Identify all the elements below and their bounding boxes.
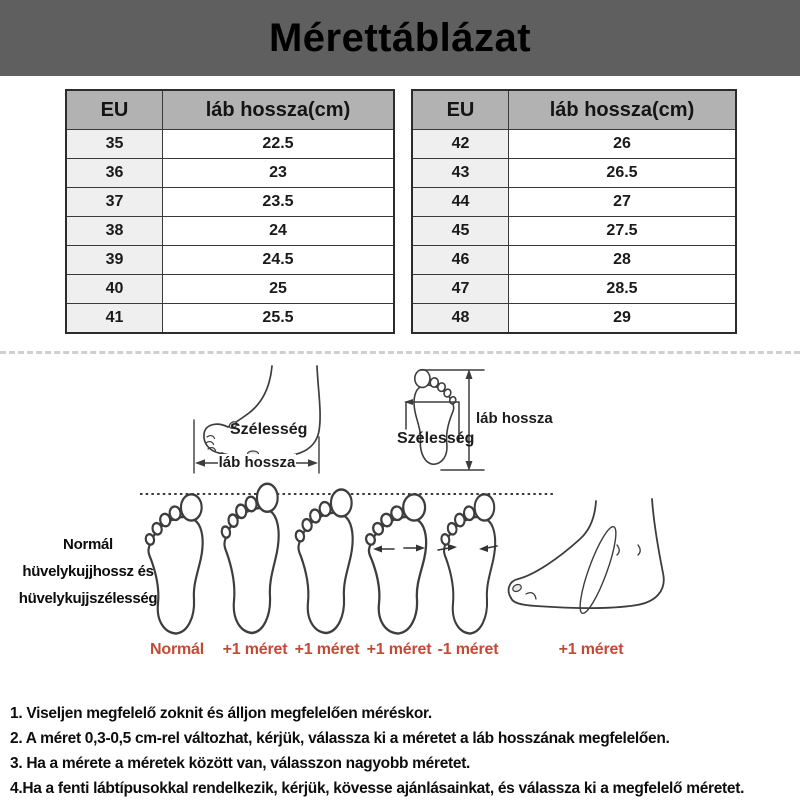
foot-length: 24.5 <box>163 246 395 275</box>
dashed-divider <box>0 351 800 354</box>
high-instep-foot-drawing <box>509 499 664 616</box>
foot-length: 29 <box>509 304 737 334</box>
foot-type-narrow <box>438 494 497 633</box>
eu-size: 37 <box>66 188 163 217</box>
foot-length: 25.5 <box>163 304 395 334</box>
eu-size: 47 <box>412 275 509 304</box>
column-header-eu: EU <box>66 90 163 130</box>
table-row <box>66 275 394 304</box>
eu-size: 36 <box>66 159 163 188</box>
foot-length: 28.5 <box>509 275 737 304</box>
instructions <box>10 701 800 800</box>
column-header-foot-length: láb hossza(cm) <box>509 90 737 130</box>
width-label-side-view: Szélesség <box>230 421 308 438</box>
table-row <box>66 217 394 246</box>
normal-toe-note-line: hüvelykujjhossz és <box>22 563 154 580</box>
size-table-right <box>411 89 737 334</box>
eu-size: 46 <box>412 246 509 275</box>
foot-length: 24 <box>163 217 395 246</box>
foot-caption-minus1: -1 méret <box>437 641 499 658</box>
table-row <box>412 217 736 246</box>
eu-size: 40 <box>66 275 163 304</box>
column-header-eu: EU <box>412 90 509 130</box>
table-row <box>412 304 736 334</box>
table-header-row <box>66 90 394 130</box>
normal-toe-note <box>8 531 168 612</box>
page-title: Mérettáblázat <box>268 15 532 60</box>
eu-size: 39 <box>66 246 163 275</box>
eu-size: 48 <box>412 304 509 334</box>
eu-size: 41 <box>66 304 163 334</box>
instruction-line-3: 3. Ha a mérete a méretek között van, válasszon nagyobb méretet. <box>10 755 471 772</box>
table-row <box>412 159 736 188</box>
foot-type-wide <box>365 494 426 633</box>
foot-length: 26.5 <box>509 159 737 188</box>
foot-length: 22.5 <box>163 130 395 159</box>
eu-size: 35 <box>66 130 163 159</box>
table-row <box>412 130 736 159</box>
foot-length: 23 <box>163 159 395 188</box>
eu-size: 43 <box>412 159 509 188</box>
size-table-left <box>65 89 395 334</box>
foot-length: 26 <box>509 130 737 159</box>
foot-caption-plus1: +1 méret <box>366 641 432 658</box>
instruction-line-4: 4.Ha a fenti lábtípusokkal rendelkezik, kérjük, kövesse ajánlásainkat, és válassza ki a megfelelő méretet. <box>10 780 745 797</box>
instruction-line-2: 2. A méret 0,3-0,5 cm-rel változhat, kérjük, válassza ki a méretet a láb hosszának megfelelően. <box>10 730 670 747</box>
table-header-row <box>412 90 736 130</box>
instruction-line-1: 1. Viseljen megfelelő zoknit és álljon megfelelően méréskor. <box>10 705 432 722</box>
normal-toe-note-line: hüvelykujjszélesség <box>18 590 158 607</box>
foot-length: 28 <box>509 246 737 275</box>
foot-length: 27 <box>509 188 737 217</box>
table-row <box>412 188 736 217</box>
foot-caption-plus1: +1 méret <box>558 641 624 658</box>
eu-size: 44 <box>412 188 509 217</box>
title-banner <box>0 0 800 76</box>
foot-caption-plus1: +1 méret <box>294 641 360 658</box>
foot-diagrams-illustration <box>0 355 800 685</box>
length-label-side-view: láb hossza <box>218 454 296 471</box>
length-label-top-view: láb hossza <box>476 410 553 427</box>
top-view-foot-drawing <box>404 369 484 471</box>
eu-size: 45 <box>412 217 509 246</box>
table-row <box>66 188 394 217</box>
foot-length: 23.5 <box>163 188 395 217</box>
foot-type-long-big-toe <box>220 484 278 633</box>
foot-caption-normal: Normál <box>150 641 204 658</box>
column-header-foot-length: láb hossza(cm) <box>163 90 395 130</box>
table-row <box>66 304 394 334</box>
table-row <box>412 275 736 304</box>
foot-length: 25 <box>163 275 395 304</box>
foot-length: 27.5 <box>509 217 737 246</box>
table-row <box>66 130 394 159</box>
table-row <box>66 159 394 188</box>
table-row <box>66 246 394 275</box>
eu-size: 38 <box>66 217 163 246</box>
foot-type-long-second-toe <box>294 490 352 634</box>
width-label-top-view: Szélesség <box>397 430 475 447</box>
eu-size: 42 <box>412 130 509 159</box>
foot-caption-plus1: +1 méret <box>222 641 288 658</box>
table-row <box>412 246 736 275</box>
normal-toe-note-line: Normál <box>63 536 113 553</box>
